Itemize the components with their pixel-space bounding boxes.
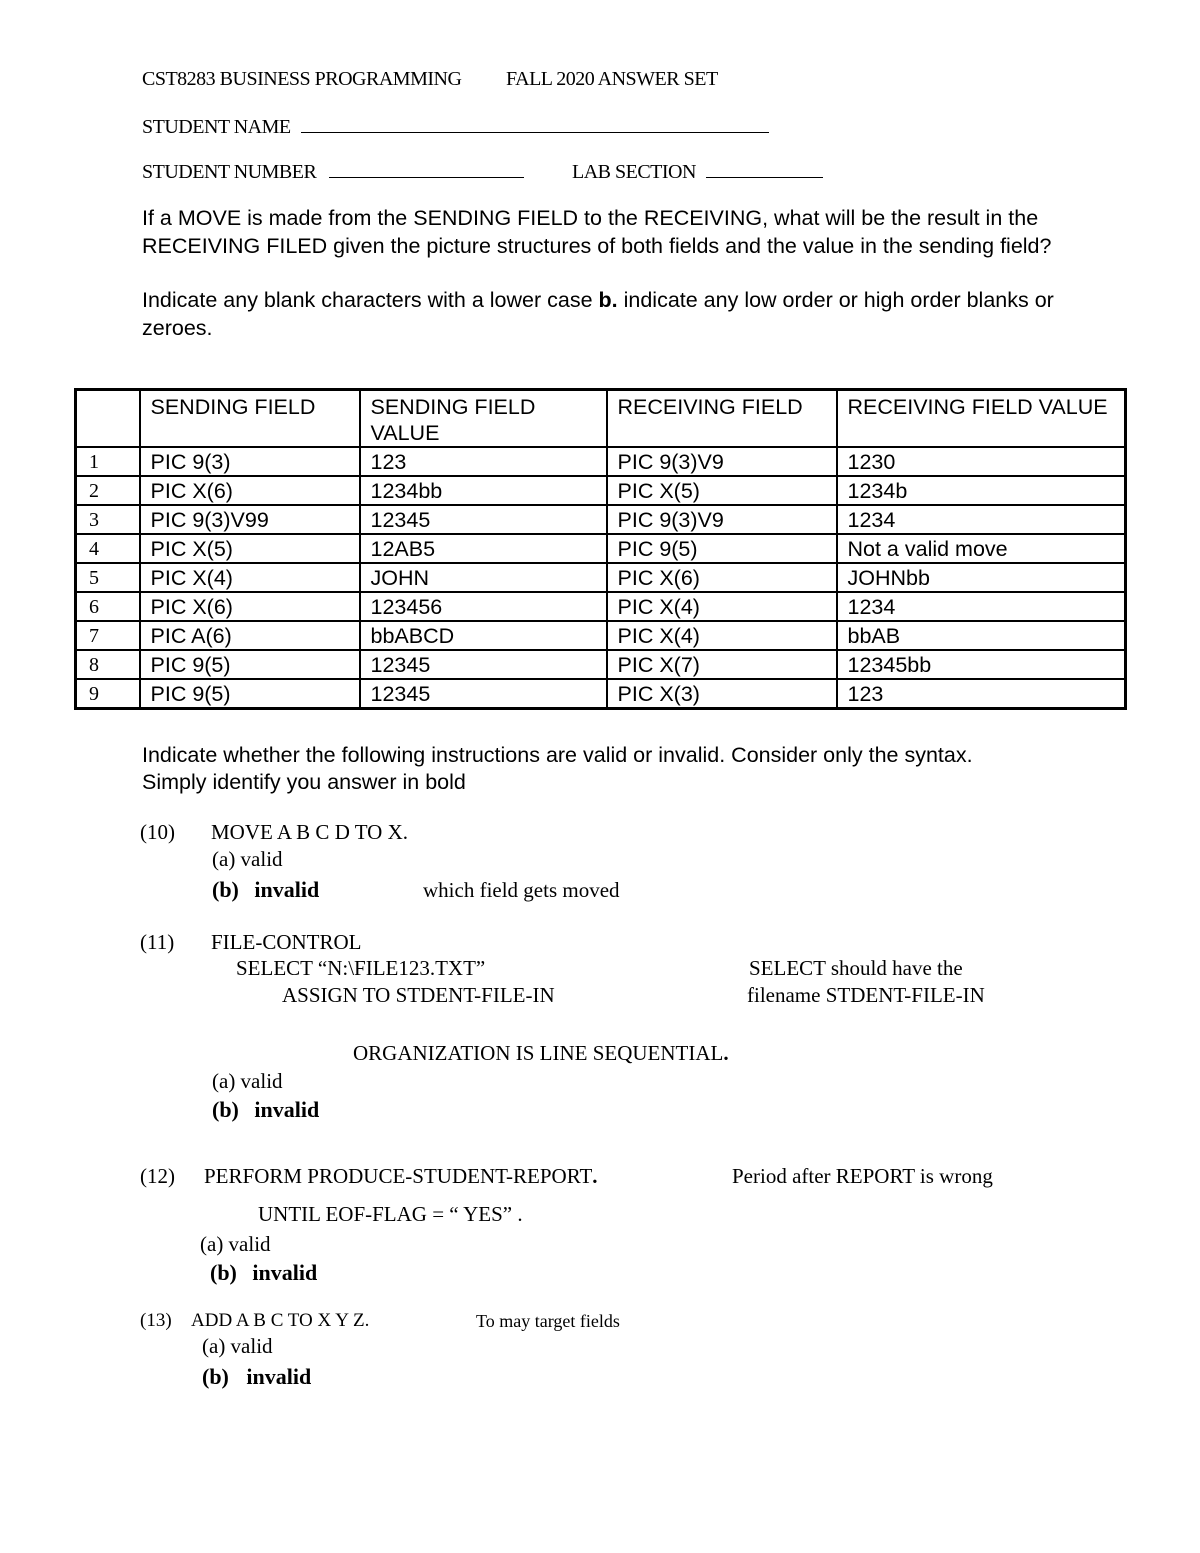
intro-note-end: indicate any low order or high order blanks or zeroes. — [142, 288, 1054, 340]
q12-number: (12) — [140, 1164, 175, 1188]
intro-note-bold: b. — [598, 288, 618, 312]
q12-option-b[interactable] — [210, 1260, 317, 1286]
row-number: 5 — [76, 563, 140, 592]
intro-paragraph: If a MOVE is made from the SENDING FIELD to the RECEIVING, what will be the result in the RECEIVING FILED given the picture structures of both fields and the value in the sending field? — [142, 206, 1052, 258]
sending-value-cell: 12345 — [360, 505, 607, 534]
q11-line4-period: . — [723, 1041, 729, 1065]
q11-line4-text: ORGANIZATION IS LINE SEQUENTIAL — [353, 1041, 724, 1065]
student-name-field[interactable] — [301, 114, 769, 133]
receiving-value-cell: Not a valid move — [837, 534, 1126, 563]
intro-note-start: Indicate any blank characters with a lower case — [142, 288, 599, 312]
q12-option-a[interactable]: (a) valid — [200, 1232, 271, 1256]
sending-value-cell: bbABCD — [360, 621, 607, 650]
row-number: 1 — [76, 447, 140, 476]
table-header-row — [76, 390, 1126, 448]
row-number: 4 — [76, 534, 140, 563]
sending-value-cell: 1234bb — [360, 476, 607, 505]
row-number: 6 — [76, 592, 140, 621]
q13-option-a[interactable]: (a) valid — [202, 1334, 273, 1358]
q10-option-a[interactable]: (a) valid — [212, 847, 283, 871]
header-cell-sending-value: SENDING FIELD VALUE — [360, 390, 607, 448]
header-cell-receiving-value: RECEIVING FIELD VALUE — [837, 390, 1126, 448]
sending-value-cell: 123456 — [360, 592, 607, 621]
student-number-field[interactable] — [329, 159, 524, 178]
lab-section-row — [572, 159, 823, 184]
sending-field-cell: PIC 9(5) — [140, 679, 360, 709]
receiving-field-cell: PIC X(6) — [607, 563, 837, 592]
table-row — [76, 447, 1126, 476]
receiving-field-cell: PIC X(7) — [607, 650, 837, 679]
receiving-value-cell: 123 — [837, 679, 1126, 709]
section2-instruction: Indicate whether the following instructions are valid or invalid. Consider only the syntax. — [142, 743, 973, 767]
receiving-value-cell: bbAB — [837, 621, 1126, 650]
q12-option-b-letter: (b) — [210, 1260, 237, 1285]
sending-field-cell: PIC X(6) — [140, 476, 360, 505]
receiving-field-cell: PIC X(4) — [607, 621, 837, 650]
q10-option-b[interactable] — [212, 877, 319, 903]
q13-number: (13) — [140, 1310, 172, 1331]
receiving-field-cell: PIC X(5) — [607, 476, 837, 505]
table-row — [76, 650, 1126, 679]
receiving-value-cell: 1234b — [837, 476, 1126, 505]
q10-number: (10) — [140, 820, 175, 844]
sending-value-cell: 12345 — [360, 650, 607, 679]
q11-line3: ASSIGN TO STDENT-FILE-IN — [282, 983, 555, 1007]
table-row — [76, 505, 1126, 534]
receiving-field-cell: PIC X(3) — [607, 679, 837, 709]
q11-line2: SELECT “N:\FILE123.TXT” — [236, 956, 486, 980]
row-number: 2 — [76, 476, 140, 505]
sending-field-cell: PIC 9(5) — [140, 650, 360, 679]
sending-value-cell: 123 — [360, 447, 607, 476]
receiving-field-cell: PIC 9(5) — [607, 534, 837, 563]
header-cell-receiving-field: RECEIVING FIELD — [607, 390, 837, 448]
row-number: 3 — [76, 505, 140, 534]
header-cell-sending-field: SENDING FIELD — [140, 390, 360, 448]
header-cell-num — [76, 390, 140, 448]
sending-field-cell: PIC X(5) — [140, 534, 360, 563]
q11-number: (11) — [140, 930, 175, 954]
table-row — [76, 534, 1126, 563]
q11-option-b-word: invalid — [254, 1097, 320, 1122]
move-table — [74, 388, 1127, 710]
student-name-row — [142, 114, 769, 139]
table-row — [76, 563, 1126, 592]
q10-option-b-letter: (b) — [212, 877, 239, 902]
sending-field-cell: PIC A(6) — [140, 621, 360, 650]
q13-note: To may target fields — [476, 1311, 620, 1331]
q13-option-b-word: invalid — [246, 1364, 312, 1389]
intro-note — [142, 287, 1082, 342]
table-row — [76, 621, 1126, 650]
receiving-value-cell: 1230 — [837, 447, 1126, 476]
term-title: FALL 2020 ANSWER SET — [506, 68, 718, 90]
q12-line1-text: PERFORM PRODUCE-STUDENT-REPORT — [204, 1164, 593, 1188]
lab-section-label: LAB SECTION — [572, 161, 696, 183]
q10-option-b-word: invalid — [254, 877, 320, 902]
student-name-label: STUDENT NAME — [142, 116, 291, 138]
receiving-value-cell: 1234 — [837, 505, 1126, 534]
q11-note-2: filename STDENT-FILE-IN — [747, 983, 985, 1007]
q11-note-1: SELECT should have the — [749, 956, 963, 980]
q11-option-b-letter: (b) — [212, 1097, 239, 1122]
receiving-field-cell: PIC 9(3)V9 — [607, 505, 837, 534]
course-title: CST8283 BUSINESS PROGRAMMING — [142, 68, 462, 90]
section2-instruction-2: Simply identify you answer in bold — [142, 770, 466, 794]
q13-code: ADD A B C TO X Y Z. — [191, 1310, 370, 1331]
q13-option-b[interactable] — [202, 1364, 311, 1390]
row-number: 9 — [76, 679, 140, 709]
receiving-value-cell: 12345bb — [837, 650, 1126, 679]
student-number-label: STUDENT NUMBER — [142, 161, 317, 183]
table-row — [76, 679, 1126, 709]
q10-note: which field gets moved — [423, 878, 620, 902]
student-number-row — [142, 159, 524, 184]
row-number: 8 — [76, 650, 140, 679]
sending-field-cell: PIC 9(3) — [140, 447, 360, 476]
q11-option-b[interactable] — [212, 1097, 319, 1123]
receiving-field-cell: PIC 9(3)V9 — [607, 447, 837, 476]
lab-section-field[interactable] — [706, 159, 823, 178]
q12-line2: UNTIL EOF-FLAG = “ YES” . — [258, 1202, 523, 1226]
q11-option-a[interactable]: (a) valid — [212, 1069, 283, 1093]
q12-note: Period after REPORT is wrong — [732, 1164, 993, 1188]
q12-line1 — [204, 1164, 598, 1189]
receiving-value-cell: JOHNbb — [837, 563, 1126, 592]
sending-field-cell: PIC 9(3)V99 — [140, 505, 360, 534]
receiving-field-cell: PIC X(4) — [607, 592, 837, 621]
q12-option-b-word: invalid — [252, 1260, 318, 1285]
q11-line4 — [353, 1041, 729, 1066]
sending-value-cell: 12345 — [360, 679, 607, 709]
receiving-value-cell: 1234 — [837, 592, 1126, 621]
q11-line1: FILE-CONTROL — [211, 930, 362, 954]
q10-code: MOVE A B C D TO X. — [211, 820, 409, 844]
row-number: 7 — [76, 621, 140, 650]
q12-line1-period: . — [592, 1164, 598, 1188]
q13-option-b-letter: (b) — [202, 1364, 229, 1389]
table-row — [76, 476, 1126, 505]
table-row — [76, 592, 1126, 621]
sending-field-cell: PIC X(4) — [140, 563, 360, 592]
sending-field-cell: PIC X(6) — [140, 592, 360, 621]
sending-value-cell: JOHN — [360, 563, 607, 592]
sending-value-cell: 12AB5 — [360, 534, 607, 563]
